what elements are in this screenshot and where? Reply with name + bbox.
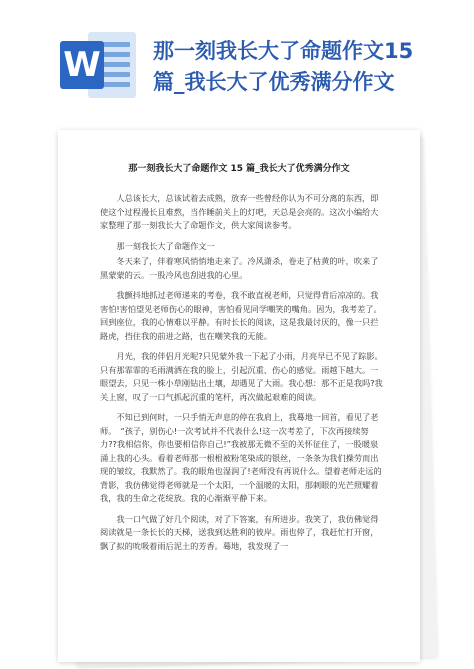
page-title-line-2: 篇_我长大了优秀满分作文 xyxy=(153,70,395,94)
word-document-icon xyxy=(60,32,138,98)
paragraph: 我一口气做了好几个阅读，对了下答案，有所进步。我笑了，我仿佛觉得阅读就是一条长长的天梯，送我到达胜利的彼岸。雨也停了，我赶忙打开窗，飘了拟的吮吸着雨后泥土的芳香。蓦地，我发现了一 xyxy=(100,513,379,551)
document-body xyxy=(100,192,385,560)
header-banner xyxy=(0,0,474,120)
section-heading: 那一刻我长大了命题作文一 xyxy=(116,240,215,251)
page-title xyxy=(153,36,453,98)
paragraph: 我颤抖地抓过老师递来的考卷，我不敢直视老师，只觉得背后凉凉的。我害怕!害怕望见老师伤心的眼神，害怕看见同学嘲笑的嘴角。因为，我考差了。回到座位，我的心情难以平静。有时长长的阅读，这是我最讨厌的，像一只拦路虎，挡住我的前进之路，也在嘲笑我的无能。 xyxy=(100,290,382,341)
page-title-line-1: 那一刻我长大了命题作文15 xyxy=(153,39,414,63)
document-title: 那一刻我长大了命题作文 15 篇_我长大了优秀满分作文 xyxy=(128,164,350,174)
paragraph: 不知已到何时，一只手悄无声息的停在我肩上，我蓦地一回首，看见了老师。 “孩子，别伤心!一次考试并不代表什么!这一次考差了，下次再接续努力??我相信你，你也要相信你自己!”我被那无微不至的关怀征住了，一股暖泉涌上我的心头。看着老师那一根根被粉笔染成的银丝，一条条为我们操劳而出现的皱纹，我默然了。我的眼角也湿润了!老师没有再说什么。望着老师走远的背影，我仿佛觉得老师就是一个太阳，一个温暖的太阳，那刺眼的光芒照耀着我，我的生命之花绽放。我的心渐渐平静下来。 xyxy=(100,412,382,503)
paragraph: 冬天来了，伴着寒风悄悄地走来了。冷风潇杀，卷走了枯黄的叶，吹来了黑蒙蒙的云。一股冷风也刮进我的心里。 xyxy=(100,256,379,280)
document-page xyxy=(58,130,420,662)
paragraph-intro: 人总该长大，总该试着去成熟，放弃一些曾经你认为不可分离的东西，即使这个过程漫长且难熬，当作睡前关上的灯吧，天总是会亮的。这次小编给大家整理了那一刻我长大了命题作文，供大家阅读参考。 xyxy=(100,193,379,230)
word-icon-letter: W xyxy=(60,41,104,89)
paragraph: 月光，我的伴侣月光呢?只见蒙外我一下起了小雨，月亮早已不见了踪影。只有那霏霏的毛雨满洒在我的脸上，引起沉重、伤心的感觉。雨越下越大。一眼望去，只见一株小草刚钻出土壤，却遇见了大雨。我心想：那不正是我吗?我关上窗，叹了一口气抓起沉重的笔杆，再次做起艰难的阅读。 xyxy=(100,351,383,402)
